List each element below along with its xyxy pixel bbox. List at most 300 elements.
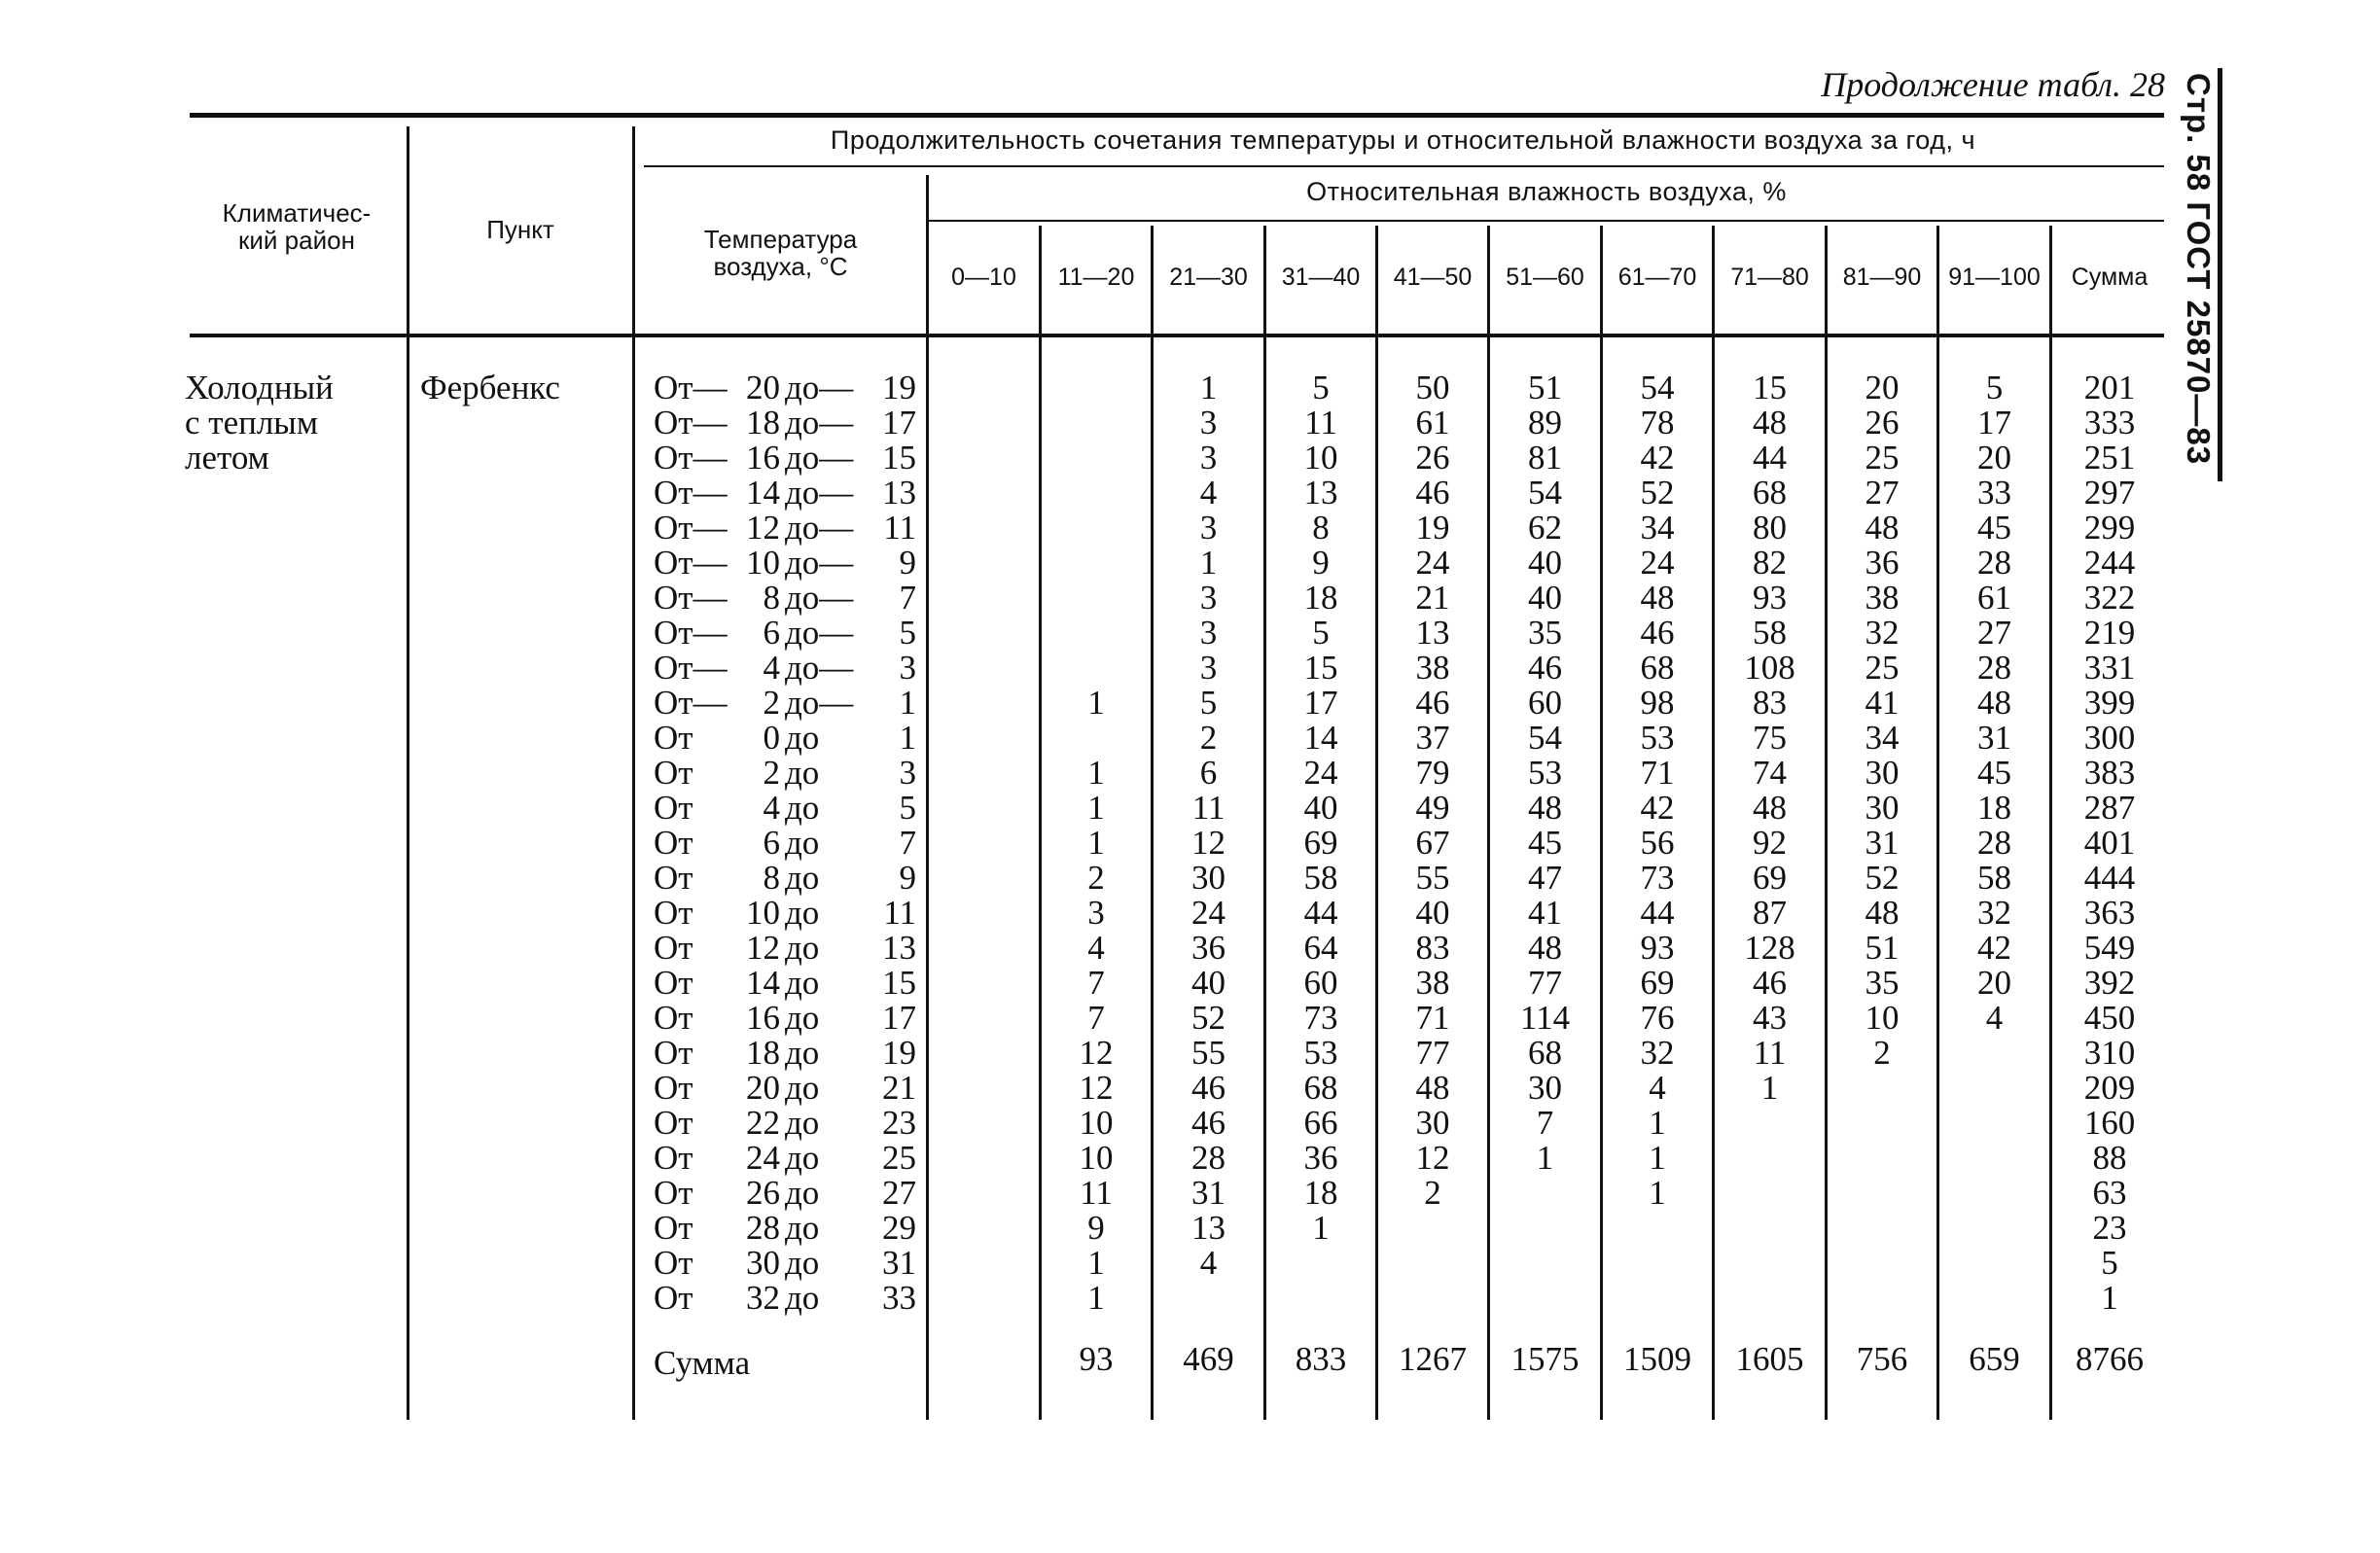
table-cell: 53 bbox=[1303, 1034, 1338, 1072]
table-cell: 58 bbox=[1977, 859, 2011, 897]
temperature-range-part: до bbox=[785, 1279, 820, 1317]
table-cell bbox=[1266, 1246, 1375, 1281]
table-cell: 12 bbox=[1079, 1034, 1114, 1072]
temperature-range-part: 2 bbox=[763, 754, 780, 792]
temperature-range-part: 10 bbox=[746, 544, 780, 582]
table-cell: 48 bbox=[1640, 579, 1675, 617]
temperature-range-part: 27 bbox=[882, 1174, 916, 1212]
table-cell bbox=[1603, 1211, 1712, 1246]
table-cell: 244 bbox=[2083, 544, 2136, 582]
table-cell: 30 bbox=[1415, 1104, 1450, 1142]
table-cell bbox=[1490, 1281, 1600, 1316]
table-cell bbox=[1042, 721, 1151, 756]
temperature-range-part: до bbox=[785, 1034, 820, 1072]
table-cell: 81 bbox=[1528, 439, 1562, 476]
humidity-header-rule bbox=[929, 220, 2164, 222]
table-cell: 48 bbox=[1865, 894, 1900, 932]
temperature-range-part: 4 bbox=[763, 789, 780, 827]
table-cell: 33 bbox=[1977, 474, 2011, 512]
temperature-range-part: От bbox=[654, 1104, 693, 1142]
table-cell: 1 bbox=[1087, 1244, 1105, 1282]
humidity-column bbox=[929, 371, 1039, 1316]
temperature-range-part: От bbox=[654, 789, 693, 827]
table-cell bbox=[1715, 1176, 1825, 1211]
table-cell bbox=[1042, 581, 1151, 616]
table-cell: 53 bbox=[1640, 719, 1675, 757]
table-cell: 44 bbox=[1303, 894, 1338, 932]
table-cell: 74 bbox=[1753, 754, 1787, 792]
table-cell bbox=[1715, 1211, 1825, 1246]
table-cell bbox=[929, 616, 1039, 651]
table-cell: 46 bbox=[1191, 1069, 1226, 1107]
humidity-column bbox=[1266, 371, 1375, 1316]
table-cell: 11 bbox=[1080, 1174, 1113, 1212]
table-cell bbox=[929, 1036, 1039, 1071]
total-cell: 833 bbox=[1295, 1340, 1347, 1378]
temperature-range-part: От— bbox=[654, 684, 728, 722]
table-cell bbox=[1828, 1211, 1936, 1246]
table-cell: 18 bbox=[1303, 579, 1338, 617]
table-cell bbox=[1939, 1106, 2049, 1141]
table-cell bbox=[1939, 1246, 2049, 1281]
humidity-range-header: 81—90 bbox=[1842, 264, 1922, 291]
temperature-range-part: 2 bbox=[763, 684, 780, 722]
temperature-range-part: 13 bbox=[882, 929, 916, 967]
table-cell: 251 bbox=[2083, 439, 2136, 476]
table-cell bbox=[929, 441, 1039, 476]
humidity-range-header: 0—10 bbox=[951, 264, 1016, 291]
humidity-column bbox=[1490, 371, 1600, 1316]
table-cell: 18 bbox=[1977, 789, 2011, 827]
header-duration: Продолжительность сочетания температуры и относительной влажности воздуха за год, ч bbox=[830, 125, 1976, 155]
header-point: Пункт bbox=[486, 215, 554, 244]
humidity-range-header: 41—50 bbox=[1393, 264, 1473, 291]
table-cell bbox=[1939, 1176, 2049, 1211]
table-cell: 383 bbox=[2083, 754, 2136, 792]
table-cell bbox=[1939, 1036, 2049, 1071]
temperature-range bbox=[654, 756, 916, 791]
table-cell bbox=[1154, 1281, 1263, 1316]
table-cell: 201 bbox=[2083, 369, 2136, 406]
table-cell: 68 bbox=[1303, 1069, 1338, 1107]
table-cell: 219 bbox=[2083, 614, 2136, 652]
temperature-range-part: 14 bbox=[746, 964, 780, 1002]
table-cell: 50 bbox=[1415, 369, 1450, 406]
temperature-range-part: до— bbox=[785, 684, 854, 722]
temperature-range-part: до— bbox=[785, 439, 854, 476]
table-cell: 13 bbox=[1191, 1209, 1226, 1247]
table-cell: 299 bbox=[2083, 509, 2136, 547]
table-cell bbox=[1490, 1246, 1600, 1281]
table-cell: 2 bbox=[1873, 1034, 1891, 1072]
table-cell: 4 bbox=[1087, 929, 1105, 967]
table-cell: 10 bbox=[1079, 1139, 1114, 1177]
table-cell: 45 bbox=[1977, 509, 2011, 547]
temperature-range bbox=[654, 966, 916, 1001]
table-cell: 5 bbox=[1312, 614, 1330, 652]
column-divider bbox=[407, 126, 409, 1420]
table-cell bbox=[1828, 1106, 1936, 1141]
table-cell: 60 bbox=[1528, 684, 1562, 722]
humidity-column bbox=[1154, 371, 1263, 1316]
temperature-range-part: 6 bbox=[763, 614, 780, 652]
table-cell: 58 bbox=[1303, 859, 1338, 897]
table-cell: 68 bbox=[1528, 1034, 1562, 1072]
table-cell bbox=[1828, 1246, 1936, 1281]
table-cell: 21 bbox=[1415, 579, 1450, 617]
table-cell: 399 bbox=[2083, 684, 2136, 722]
table-cell bbox=[1042, 616, 1151, 651]
table-cell bbox=[1042, 441, 1151, 476]
table-cell bbox=[929, 1211, 1039, 1246]
table-cell: 11 bbox=[1304, 404, 1337, 441]
temperature-range-part: 10 bbox=[746, 894, 780, 932]
header-region: Климатичес- кий район bbox=[222, 198, 372, 255]
table-cell: 28 bbox=[1977, 824, 2011, 862]
total-cell: 469 bbox=[1183, 1340, 1234, 1378]
humidity-column bbox=[1603, 371, 1712, 1316]
table-cell: 363 bbox=[2083, 894, 2136, 932]
humidity-column bbox=[1939, 371, 2049, 1316]
table-cell: 30 bbox=[1865, 789, 1900, 827]
temperature-range-part: 11 bbox=[883, 509, 916, 547]
table-cell: 27 bbox=[1977, 614, 2011, 652]
table-cell: 2 bbox=[1199, 719, 1218, 757]
table-cell bbox=[1715, 1246, 1825, 1281]
temperature-range-part: до— bbox=[785, 509, 854, 547]
table-cell: 66 bbox=[1303, 1104, 1338, 1142]
table-cell: 287 bbox=[2083, 789, 2136, 827]
humidity-column bbox=[1378, 371, 1487, 1316]
table-cell: 1 bbox=[1199, 369, 1218, 406]
table-cell bbox=[1490, 1211, 1600, 1246]
table-cell: 38 bbox=[1415, 964, 1450, 1002]
header-bottom-rule bbox=[190, 334, 2164, 337]
temperature-range-part: 0 bbox=[763, 719, 780, 757]
table-cell: 13 bbox=[1303, 474, 1338, 512]
region-name: Холодный с теплым летом bbox=[185, 369, 334, 476]
temperature-range-part: 8 bbox=[763, 859, 780, 897]
table-cell: 69 bbox=[1303, 824, 1338, 862]
temperature-range bbox=[654, 651, 916, 686]
table-cell: 1 bbox=[1087, 754, 1105, 792]
table-cell: 1 bbox=[1649, 1174, 1666, 1212]
table-cell: 53 bbox=[1528, 754, 1562, 792]
temperature-range-part: до bbox=[785, 754, 820, 792]
temperature-range bbox=[654, 441, 916, 476]
table-cell: 10 bbox=[1303, 439, 1338, 476]
humidity-range-header: 71—80 bbox=[1730, 264, 1809, 291]
temperature-range-part: От— bbox=[654, 614, 728, 652]
table-cell bbox=[1378, 1211, 1487, 1246]
temperature-range-part: 31 bbox=[882, 1244, 916, 1282]
temperature-range bbox=[654, 371, 916, 406]
table-cell bbox=[1490, 1176, 1600, 1211]
table-cell bbox=[929, 1071, 1039, 1106]
table-cell: 62 bbox=[1528, 509, 1562, 547]
temperature-range-part: до bbox=[785, 964, 820, 1002]
temperature-range-part: От bbox=[654, 1034, 693, 1072]
table-cell: 5 bbox=[2101, 1244, 2118, 1282]
temperature-range bbox=[654, 1071, 916, 1106]
table-cell bbox=[929, 371, 1039, 406]
temperature-range-part: 9 bbox=[899, 859, 916, 897]
table-cell: 11 bbox=[1753, 1034, 1787, 1072]
temperature-range-part: до— bbox=[785, 369, 854, 406]
temperature-range-part: 14 bbox=[746, 474, 780, 512]
temperature-range bbox=[654, 931, 916, 966]
table-cell: 41 bbox=[1865, 684, 1900, 722]
table-cell: 82 bbox=[1753, 544, 1787, 582]
humidity-column bbox=[2052, 371, 2167, 1316]
table-cell bbox=[929, 931, 1039, 966]
table-cell: 73 bbox=[1303, 999, 1338, 1037]
table-cell: 45 bbox=[1977, 754, 2011, 792]
table-cell: 1 bbox=[2101, 1279, 2118, 1317]
table-cell: 46 bbox=[1191, 1104, 1226, 1142]
temperature-range-part: От bbox=[654, 1174, 693, 1212]
table-cell: 28 bbox=[1977, 649, 2011, 687]
table-cell: 25 bbox=[1865, 439, 1900, 476]
table-cell: 1 bbox=[1087, 684, 1105, 722]
page-header: Продолжение табл. 28 bbox=[1821, 65, 2165, 104]
temperature-range-part: 19 bbox=[882, 369, 916, 406]
temperature-range-part: 17 bbox=[882, 404, 916, 441]
temperature-range-part: 20 bbox=[746, 369, 780, 406]
temperature-range-part: 24 bbox=[746, 1139, 780, 1177]
table-cell: 28 bbox=[1191, 1139, 1226, 1177]
temperature-range bbox=[654, 546, 916, 581]
humidity-range-header: 61—70 bbox=[1617, 264, 1697, 291]
temperature-range-part: 9 bbox=[899, 544, 916, 582]
table-cell: 31 bbox=[1865, 824, 1900, 862]
table-cell: 44 bbox=[1640, 894, 1675, 932]
table-cell: 25 bbox=[1865, 649, 1900, 687]
table-cell: 3 bbox=[1199, 579, 1218, 617]
table-cell: 79 bbox=[1415, 754, 1450, 792]
temperature-range-part: 5 bbox=[899, 614, 916, 652]
table-cell bbox=[929, 966, 1039, 1001]
temperature-range-part: до— bbox=[785, 474, 854, 512]
temperature-range bbox=[654, 686, 916, 721]
table-cell: 8 bbox=[1312, 509, 1330, 547]
column-divider bbox=[632, 126, 635, 1420]
table-cell bbox=[929, 721, 1039, 756]
table-cell: 68 bbox=[1753, 474, 1787, 512]
temperature-range-part: 33 bbox=[882, 1279, 916, 1317]
table-cell: 88 bbox=[2092, 1139, 2127, 1177]
table-cell: 17 bbox=[1303, 684, 1338, 722]
table-cell: 76 bbox=[1640, 999, 1675, 1037]
temperature-range-part: От— bbox=[654, 404, 728, 441]
temperature-range-part: 5 bbox=[899, 789, 916, 827]
temperature-range-part: 32 bbox=[746, 1279, 780, 1317]
table-cell bbox=[929, 1106, 1039, 1141]
table-cell: 10 bbox=[1079, 1104, 1114, 1142]
super-header-rule bbox=[644, 165, 2164, 167]
temperature-range bbox=[654, 511, 916, 546]
temperature-range-part: 16 bbox=[746, 999, 780, 1037]
table-cell: 10 bbox=[1865, 999, 1900, 1037]
table-cell: 331 bbox=[2083, 649, 2136, 687]
table-cell: 20 bbox=[1977, 439, 2011, 476]
table-cell bbox=[1042, 546, 1151, 581]
table-cell: 93 bbox=[1753, 579, 1787, 617]
temperature-range bbox=[654, 896, 916, 931]
temperature-range-part: до bbox=[785, 859, 820, 897]
temperature-range-part: 12 bbox=[746, 929, 780, 967]
table-cell bbox=[1378, 1246, 1487, 1281]
table-cell: 37 bbox=[1415, 719, 1450, 757]
table-cell: 58 bbox=[1753, 614, 1787, 652]
table-cell bbox=[929, 1176, 1039, 1211]
table-cell: 64 bbox=[1303, 929, 1338, 967]
table-cell bbox=[929, 1281, 1039, 1316]
table-cell bbox=[929, 651, 1039, 686]
table-cell: 30 bbox=[1528, 1069, 1562, 1107]
temperature-range-part: 7 bbox=[899, 579, 916, 617]
table-cell bbox=[929, 861, 1039, 896]
table-cell: 1 bbox=[1649, 1139, 1666, 1177]
table-cell: 13 bbox=[1415, 614, 1450, 652]
temperature-range-part: до bbox=[785, 1174, 820, 1212]
table-cell bbox=[1939, 1141, 2049, 1176]
temperature-column bbox=[654, 371, 916, 1316]
table-cell: 51 bbox=[1528, 369, 1562, 406]
table-cell bbox=[1042, 406, 1151, 441]
temperature-range-part: От bbox=[654, 754, 693, 792]
temperature-range-part: От bbox=[654, 1244, 693, 1282]
table-cell: 46 bbox=[1415, 684, 1450, 722]
temperature-range-part: до bbox=[785, 1104, 820, 1142]
table-cell bbox=[1715, 1141, 1825, 1176]
table-cell: 444 bbox=[2083, 859, 2136, 897]
table-cell: 11 bbox=[1191, 789, 1226, 827]
temperature-range-part: 28 bbox=[746, 1209, 780, 1247]
table-cell: 48 bbox=[1528, 929, 1562, 967]
table-cell: 44 bbox=[1753, 439, 1787, 476]
table-cell bbox=[929, 1246, 1039, 1281]
table-cell: 12 bbox=[1415, 1139, 1450, 1177]
table-cell bbox=[1378, 1281, 1487, 1316]
table-cell: 47 bbox=[1528, 859, 1562, 897]
table-cell: 32 bbox=[1640, 1034, 1675, 1072]
table-cell: 38 bbox=[1865, 579, 1900, 617]
table-cell: 160 bbox=[2083, 1104, 2136, 1142]
table-cell: 300 bbox=[2083, 719, 2136, 757]
temperature-range-part: От bbox=[654, 964, 693, 1002]
temperature-range-part: до bbox=[785, 789, 820, 827]
table-cell bbox=[929, 896, 1039, 931]
table-cell: 92 bbox=[1753, 824, 1787, 862]
table-cell: 43 bbox=[1753, 999, 1787, 1037]
temperature-range bbox=[654, 1281, 916, 1316]
table-cell: 71 bbox=[1415, 999, 1450, 1037]
table-cell: 69 bbox=[1753, 859, 1787, 897]
temperature-range-part: От— bbox=[654, 369, 728, 406]
table-cell: 26 bbox=[1415, 439, 1450, 476]
table-cell: 54 bbox=[1528, 474, 1562, 512]
table-cell: 310 bbox=[2083, 1034, 2136, 1072]
total-cell: 1605 bbox=[1735, 1340, 1804, 1378]
total-cell: 659 bbox=[1969, 1340, 2020, 1378]
temperature-range-part: От bbox=[654, 894, 693, 932]
table-cell: 67 bbox=[1415, 824, 1450, 862]
temperature-range-part: 25 bbox=[882, 1139, 916, 1177]
table-cell: 36 bbox=[1865, 544, 1900, 582]
temperature-range-part: до— bbox=[785, 579, 854, 617]
table-cell: 78 bbox=[1640, 404, 1675, 441]
temperature-range-part: 3 bbox=[899, 754, 916, 792]
table-cell: 18 bbox=[1303, 1174, 1338, 1212]
temperature-range-part: 3 bbox=[899, 649, 916, 687]
table-cell bbox=[1939, 1281, 2049, 1316]
table-cell: 24 bbox=[1415, 544, 1450, 582]
table-cell bbox=[929, 686, 1039, 721]
table-cell bbox=[929, 1001, 1039, 1036]
temperature-range-part: 1 bbox=[899, 684, 916, 722]
temperature-range-part: до bbox=[785, 929, 820, 967]
temperature-range-part: 15 bbox=[882, 964, 916, 1002]
temperature-range-part: до bbox=[785, 999, 820, 1037]
temperature-range-part: 11 bbox=[883, 894, 916, 932]
total-cell: 8766 bbox=[2076, 1340, 2144, 1378]
humidity-column bbox=[1715, 371, 1825, 1316]
humidity-range-header: 11—20 bbox=[1057, 264, 1135, 291]
temperature-range-part: От bbox=[654, 1069, 693, 1107]
table-cell: 26 bbox=[1865, 404, 1900, 441]
table-cell bbox=[1715, 1281, 1825, 1316]
table-cell: 1 bbox=[1649, 1104, 1666, 1142]
table-cell: 1 bbox=[1312, 1209, 1330, 1247]
table-cell: 60 bbox=[1303, 964, 1338, 1002]
temperature-range-part: От— bbox=[654, 439, 728, 476]
table-cell: 32 bbox=[1977, 894, 2011, 932]
table-cell bbox=[929, 406, 1039, 441]
table-cell: 4 bbox=[1199, 474, 1218, 512]
table-cell: 4 bbox=[1649, 1069, 1666, 1107]
table-cell: 5 bbox=[1199, 684, 1218, 722]
table-cell: 38 bbox=[1415, 649, 1450, 687]
temperature-range bbox=[654, 721, 916, 756]
total-label: Сумма bbox=[654, 1344, 751, 1382]
table-cell: 68 bbox=[1640, 649, 1675, 687]
temperature-range-part: до— bbox=[785, 404, 854, 441]
table-cell: 1 bbox=[1760, 1069, 1779, 1107]
table-cell bbox=[1042, 651, 1151, 686]
table-cell: 48 bbox=[1528, 789, 1562, 827]
table-cell: 27 bbox=[1865, 474, 1900, 512]
table-cell: 73 bbox=[1640, 859, 1675, 897]
table-cell: 15 bbox=[1303, 649, 1338, 687]
temperature-range-part: 22 bbox=[746, 1104, 780, 1142]
temperature-range-part: От bbox=[654, 999, 693, 1037]
table-cell: 9 bbox=[1312, 544, 1330, 582]
table-cell: 40 bbox=[1528, 544, 1562, 582]
table-cell: 15 bbox=[1753, 369, 1787, 406]
table-cell: 77 bbox=[1415, 1034, 1450, 1072]
table-cell: 45 bbox=[1528, 824, 1562, 862]
table-cell: 19 bbox=[1415, 509, 1450, 547]
table-cell bbox=[1828, 1071, 1936, 1106]
temperature-range-part: до bbox=[785, 894, 820, 932]
table-cell: 2 bbox=[1087, 859, 1105, 897]
temperature-range-part: 1 bbox=[899, 719, 916, 757]
table-cell bbox=[1042, 371, 1151, 406]
temperature-range-part: 30 bbox=[746, 1244, 780, 1282]
table-cell bbox=[1042, 476, 1151, 511]
temperature-range-part: 16 bbox=[746, 439, 780, 476]
